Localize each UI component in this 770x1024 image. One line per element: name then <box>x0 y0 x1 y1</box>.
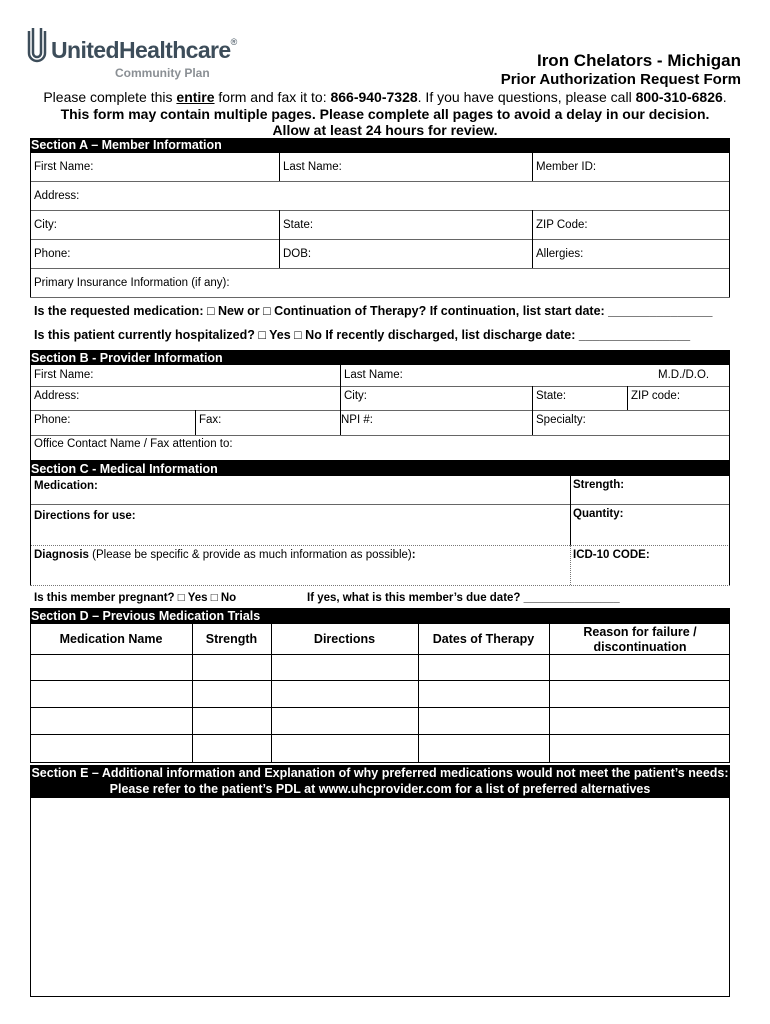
instructions-line-2: This form may contain multiple pages. Please complete all pages to avoid a delay in our decision. <box>60 106 710 122</box>
instructions-line-3: Allow at least 24 hours for review. <box>272 122 498 138</box>
provider-fax-field[interactable]: Fax: <box>199 414 222 426</box>
col-medication-name: Medication Name <box>59 632 163 646</box>
uhc-logo-icon <box>27 27 47 67</box>
logo-name: UnitedHealthcare® <box>51 37 237 63</box>
due-date-field[interactable]: If yes, what is this member’s due date? _______________ <box>307 592 620 604</box>
provider-address-field[interactable]: Address: <box>34 390 80 402</box>
office-contact-field[interactable]: Office Contact Name / Fax attention to: <box>34 438 233 450</box>
provider-last-name-field[interactable]: Last Name: <box>344 369 403 381</box>
section-b-header: Section B - Provider Information <box>30 350 730 365</box>
member-phone-field[interactable]: Phone: <box>34 248 71 260</box>
instructions-line-1: Please complete this entire form and fax it to: 866-940-7328. If you have questions, please call 800-310-6826. <box>43 89 727 105</box>
col-dates-of-therapy: Dates of Therapy <box>432 632 535 646</box>
section-a-header: Section A – Member Information <box>30 138 730 153</box>
strength-field[interactable]: Strength: <box>573 479 625 491</box>
additional-info-textarea[interactable] <box>30 798 730 997</box>
medication-field[interactable]: Medication: <box>34 480 98 492</box>
member-city-field[interactable]: City: <box>34 219 57 231</box>
provider-zip-field[interactable]: ZIP code: <box>631 390 681 402</box>
section-c-header: Section C - Medical Information <box>30 461 730 476</box>
member-id-field[interactable]: Member ID: <box>536 161 597 173</box>
provider-state-field[interactable]: State: <box>536 390 567 402</box>
member-insurance-field[interactable]: Primary Insurance Information (if any): <box>34 277 230 289</box>
pregnant-question[interactable]: Is this member pregnant? □ Yes □ No <box>34 592 237 604</box>
diagnosis-field[interactable]: Diagnosis (Please be specific & provide as much information as possible): <box>34 549 416 561</box>
icd10-field[interactable]: ICD-10 CODE: <box>573 549 650 561</box>
form-subtitle: Prior Authorization Request Form <box>500 71 741 88</box>
col-directions: Directions <box>313 632 376 646</box>
logo-reg: ® <box>230 37 237 47</box>
section-e-subtitle: Please refer to the patient’s PDL at www.uhcprovider.com for a list of preferred alternatives <box>109 782 651 796</box>
provider-npi-field[interactable]: NPI #: <box>341 414 373 426</box>
member-zip-field[interactable]: ZIP Code: <box>536 219 588 231</box>
col-strength: Strength <box>205 632 258 646</box>
logo-subtitle: Community Plan <box>115 66 210 80</box>
member-address-field[interactable]: Address: <box>34 190 80 202</box>
provider-phone-field[interactable]: Phone: <box>34 414 71 426</box>
provider-first-name-field[interactable]: First Name: <box>34 369 94 381</box>
medication-status-question[interactable]: Is the requested medication: □ New or □ Continuation of Therapy? If continuation, list start date: _______________ <box>34 304 713 318</box>
hospitalized-question[interactable]: Is this patient currently hospitalized? □ Yes □ No If recently discharged, list discharge date: ________________ <box>34 328 691 342</box>
member-allergies-field[interactable]: Allergies: <box>536 248 584 260</box>
member-dob-field[interactable]: DOB: <box>283 248 312 260</box>
member-last-name-field[interactable]: Last Name: <box>283 161 342 173</box>
member-first-name-field[interactable]: First Name: <box>34 161 94 173</box>
provider-specialty-field[interactable]: Specialty: <box>536 414 586 426</box>
form-title: Iron Chelators - Michigan <box>536 51 741 70</box>
member-state-field[interactable]: State: <box>283 219 314 231</box>
quantity-field[interactable]: Quantity: <box>573 508 624 520</box>
section-e-header <box>30 765 730 798</box>
provider-md-do-label: M.D./D.O. <box>658 369 710 381</box>
section-e-title: Section E – Additional information and Explanation of why preferred medications would not meet the patient’s needs: <box>31 766 729 780</box>
section-d-header: Section D – Previous Medication Trials <box>30 608 730 624</box>
col-reason-for-failure: Reason for failure / discontinuation <box>583 625 697 654</box>
provider-city-field[interactable]: City: <box>344 390 367 402</box>
directions-field[interactable]: Directions for use: <box>34 510 136 522</box>
